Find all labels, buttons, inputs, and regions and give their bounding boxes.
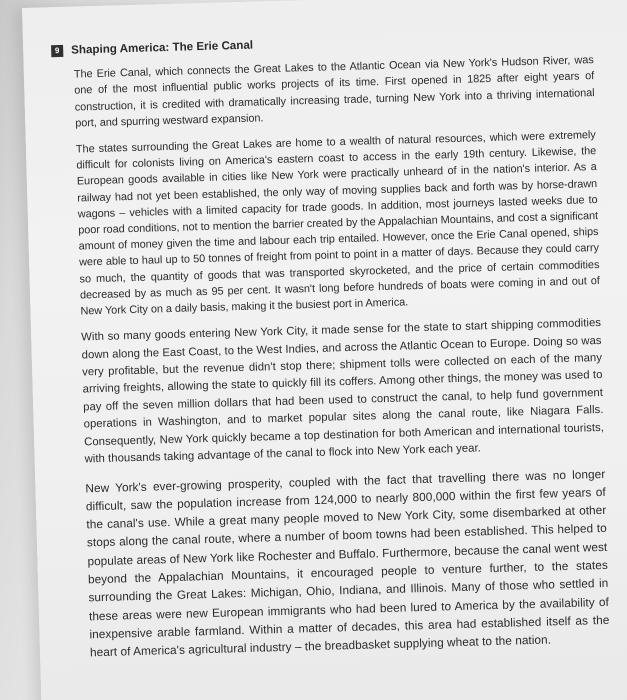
paragraph-population: New York's ever-growing prosperity, coupled with the fact that travelling there was no longer difficult, saw the population increase from 124,000 to nearly 800,000 within the first few years of the canal's use. While a great many people moved to New York City, some disembarked at other stops along the canal route, where a number of boom towns had been established. This helped to populate areas of New York like Rochester and Buffalo. Furthermore, because the canal went west beyond the Appalachian Mountains, it encouraged people to venture further, to the states surrounding the Great Lakes: Michigan, Ohio, Indiana, and Illinois. Many of those who settled in these areas were new European immigrants who had been lured to America by the availability of inexpensive arable farmland. Within a matter of decades, this area had established itself as the heart of America's agricultural industry – the breadbasket supplying wheat to the nation. [85,466,610,660]
article [54,28,610,672]
book-page [22,0,627,700]
paragraph-intro: The Erie Canal, which connects the Great Lakes to the Atlantic Ocean via New York's Hudson River, was one of the most influential public works projects of its time. First opened in 1825 after eight years of construction, it is credited with dramatically increasing trade, turning New York into a thriving international port, and spurring westward expansion. [73,54,595,130]
section-title: Shaping America: The Erie Canal [71,38,254,57]
section-number-badge: 9 [51,45,63,57]
paragraph-resources: The states surrounding the Great Lakes are home to a wealth of natural resources, which were extremely difficult for colonists living on America's eastern coast to access in the early 19th century. Likewise, the European goods available in cities like New York were practically unheard of in the nation's interior. As a railway had not yet been established, the only way of moving supplies back and forth was by horse-drawn wagons – vehicles with a limited capacity for trade goods. In addition, most journeys lasted weeks due to poor road conditions, not to mention the barrier created by the Appalachian Mountains, and cost a significant amount of money given the time and labour each trip entailed. However, once the Erie Canal opened, ships were able to haul up to 50 tonnes of freight from point to point in a matter of days. Because they could carry so much, the quantity of goods that was transported skyrocketed, and the price of certain commodities decreased by as much as 95 per cent. It wasn't long before hundreds of boats were coming in and out of New York City on a daily basis, making it the busiest port in America. [75,129,601,318]
paragraph-commerce: With so many goods entering New York City, it made sense for the state to start shipping commodities down along the East Coast, to the West Indies, and across the Atlantic Ocean to Europe. Doing so was very profitable, but the revenue didn't stop there; shipment tolls were collected on each of the many arriving freights, allowing the state to quickly fill its coffers. Among other things, the money was used to pay off the seven million dollars that had been used to construct the canal, to help fund government operations in Washington, and to market popular sites along the canal route, like Niagara Falls. Consequently, New York quickly became a top destination for both American and international tourists, with thousands taking advantage of the canal to flock into New York each year. [81,317,605,466]
